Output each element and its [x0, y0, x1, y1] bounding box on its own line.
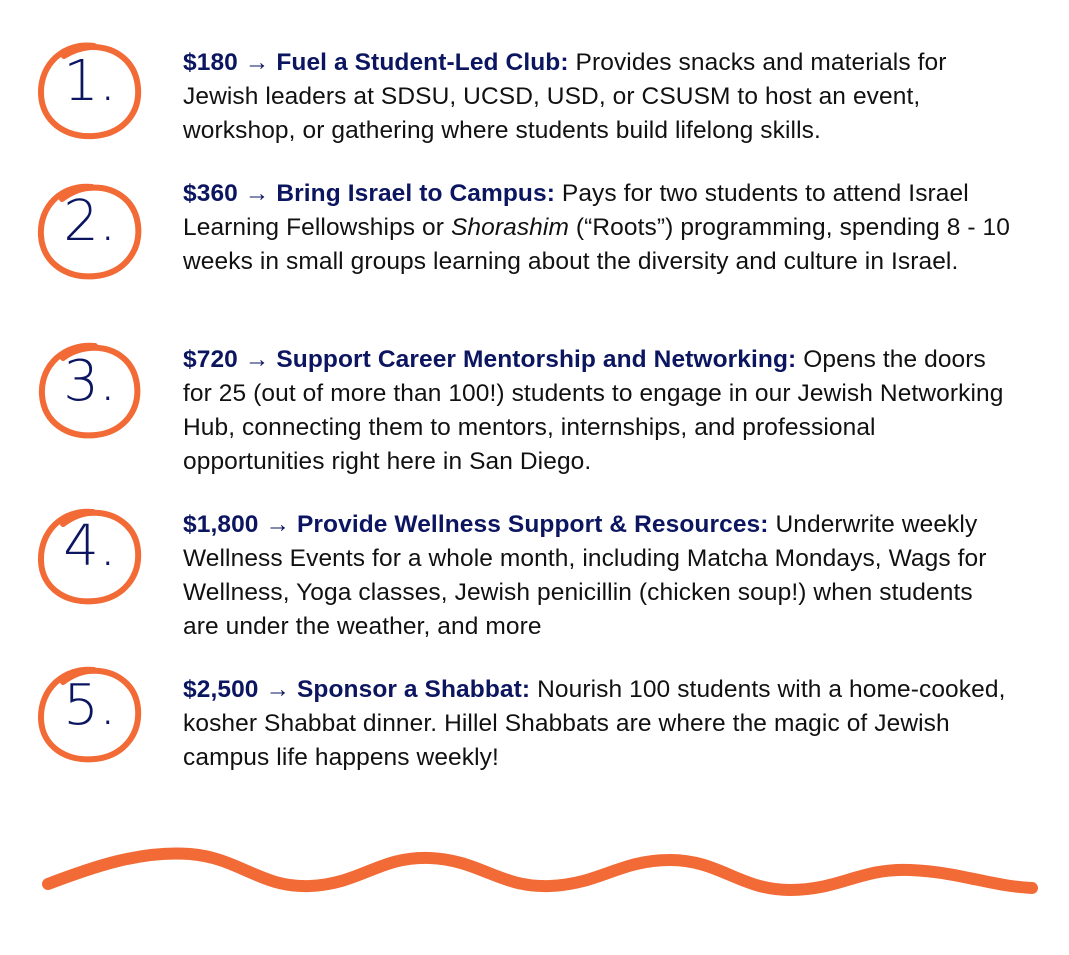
- item-lead: $720 → Support Career Mentorship and Networking:: [183, 346, 797, 373]
- item-lead: $180 → Fuel a Student-Led Club:: [183, 49, 569, 76]
- item-lead: $1,800 → Provide Wellness Support & Resources:: [183, 511, 769, 538]
- number-badge: [34, 178, 146, 284]
- item-body: Provides snacks and materials for Jewish leaders at SDSU, UCSD, USD, or CSUSM to host an event, workshop, or gathering where students build lifelong skills.: [183, 49, 947, 144]
- item-number: 4.: [63, 514, 117, 579]
- item-number: 2.: [63, 189, 117, 254]
- item-text: [183, 508, 1013, 644]
- item-lead: $360 → Bring Israel to Campus:: [183, 180, 555, 207]
- item-lead: $2,500 → Sponsor a Shabbat:: [183, 676, 531, 703]
- item-body-italic: Shorashim: [450, 214, 569, 241]
- item-body: (“Roots”) programming, spending 8 - 10 weeks in small groups learning about the diversity and culture in Israel.: [183, 214, 1010, 275]
- item-text: [183, 46, 1013, 148]
- item-body: Pays for two students to attend Israel Learning Fellowships or: [183, 180, 969, 241]
- item-text: [183, 177, 1013, 279]
- item-text: [183, 343, 1013, 479]
- item-body: Nourish 100 students with a home-cooked, kosher Shabbat dinner. Hillel Shabbats are where the magic of Jewish campus life happens weekly!: [183, 676, 1006, 771]
- number-badge: [34, 338, 146, 444]
- number-badge: [34, 38, 146, 144]
- item-number: 1.: [63, 49, 117, 114]
- item-number: 3.: [63, 349, 117, 414]
- number-badge: [34, 662, 146, 768]
- item-text: [183, 673, 1013, 775]
- squiggle-divider-icon: [40, 840, 1040, 920]
- item-body: Underwrite weekly Wellness Events for a whole month, including Matcha Mondays, Wags for Wellness, Yoga classes, Jewish penicillin (chicken soup!) when students are under the weather, and more: [183, 511, 987, 640]
- item-number: 5.: [63, 673, 117, 738]
- item-body: Opens the doors for 25 (out of more than 100!) students to engage in our Jewish Networking Hub, connecting them to mentors, internships, and professional opportunities right here in San Diego.: [183, 346, 1004, 475]
- number-badge: [34, 503, 146, 609]
